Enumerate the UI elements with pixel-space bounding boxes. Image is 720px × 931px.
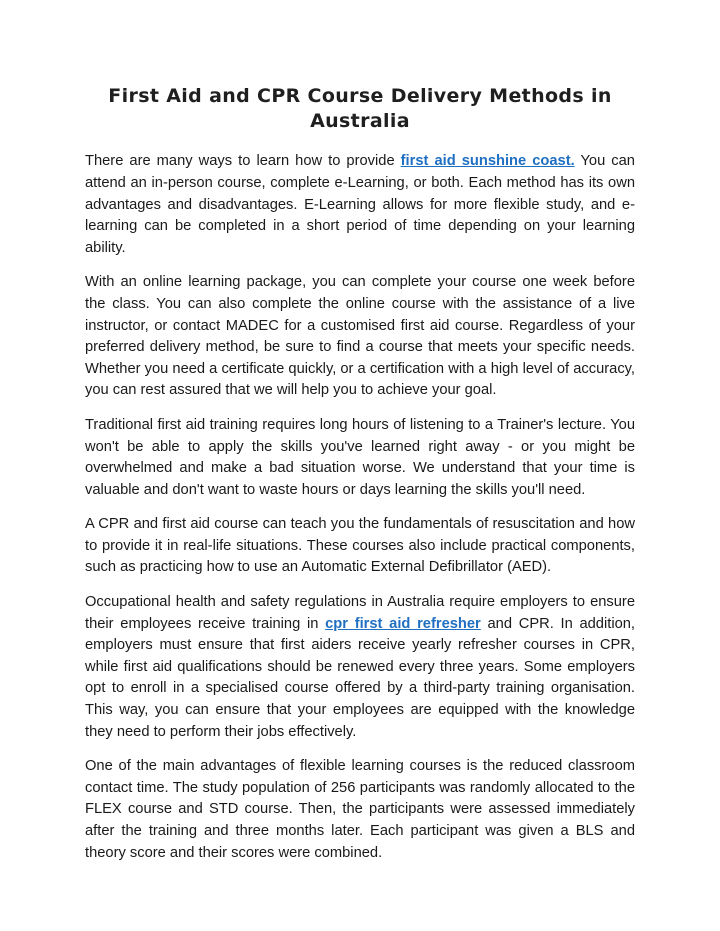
paragraph-5 (85, 592, 635, 743)
first-aid-sunshine-coast-link[interactable]: first aid sunshine coast. (400, 153, 575, 170)
paragraph-5-text-before: Occupational health and safety regulations in Australia require employers to ensure their employees receive training in (85, 594, 635, 632)
cpr-first-aid-refresher-link[interactable]: cpr first aid refresher (325, 615, 481, 632)
paragraph-3: Traditional first aid training requires long hours of listening to a Trainer's lecture. You won't be able to apply the skills you've learned right away - or you might be overwhelmed and make a bad situation worse. We understand that your time is valuable and don't want to waste hours or days learning the skills you'll need. (85, 416, 635, 498)
paragraph-2: With an online learning package, you can complete your course one week before the class. You can also complete the online course with the assistance of a live instructor, or contact MADEC for a customised first aid course. Regardless of your preferred delivery method, be sure to find a course that meets your specific needs. Whether you need a certificate quickly, or a certification with a high level of accuracy, you can rest assured that we will help you to achieve your goal. (85, 274, 635, 399)
paragraph-5-text-after: and CPR. In addition, employers must ensure that first aiders receive yearly refresher courses in CPR, while first aid qualifications should be renewed every three years. Some employers opt to enroll in a specialised course offered by a third-party training organisation. This way, you can ensure that your employees are equipped with the knowledge they need to perform their jobs effectively. (85, 615, 636, 740)
paragraph-1-text-before: There are many ways to learn how to provide (85, 153, 401, 170)
paragraph-4: A CPR and first aid course can teach you the fundamentals of resuscitation and how to provide it in real-life situations. These courses also include practical components, such as practicing how to use an Automatic External Defibrillator (AED). (85, 516, 635, 576)
paragraph-6: One of the main advantages of flexible learning courses is the reduced classroom contact time. The study population of 256 participants was randomly allocated to the FLEX course and STD course. Then, the participants were assessed immediately after the training and three months later. Each participant was given a BLS and theory score and their scores were combined. (85, 758, 635, 861)
page-title: First Aid and CPR Course Delivery Methods in Australia (108, 85, 612, 132)
paragraph-1-text-after: You can attend an in-person course, complete e-Learning, or both. Each method has its own advantages and disadvantages. E-Learning allows for more flexible study, and e-learning can be completed in a short period of time depending on your learning ability. (85, 153, 635, 256)
paragraph-1 (85, 151, 635, 259)
